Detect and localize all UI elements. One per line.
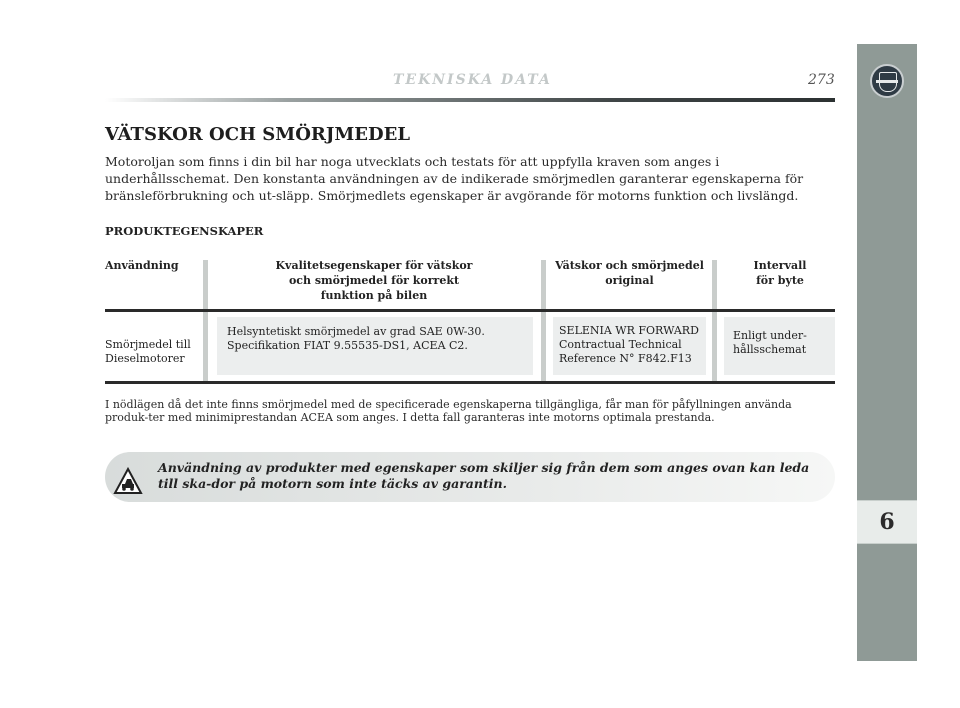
interval-text — [733, 329, 807, 357]
column-header-quality-line: funktion på bilen — [320, 289, 428, 302]
column-separator — [203, 260, 208, 383]
fluids-text — [559, 324, 699, 366]
chapter-side-strip — [857, 44, 917, 661]
logo-bar — [876, 80, 898, 83]
chapter-number: 6 — [879, 509, 895, 535]
column-header-interval — [726, 258, 834, 288]
interval-line: Enligt under- — [733, 329, 807, 342]
warning-text: Användning av produkter med egenskaper som skiljer sig från dem som anges ovan kan leda till ska-dor på motorn som inte täcks av garantin. — [158, 460, 810, 491]
quality-line: Specifikation FIAT 9.55535-DS1, ACEA C2. — [227, 339, 468, 352]
column-header-usage — [105, 258, 179, 273]
column-header-fluids — [552, 258, 707, 288]
column-header-usage-label: Användning — [105, 259, 179, 272]
column-separator — [541, 260, 546, 383]
warning-triangle-icon — [113, 467, 143, 495]
usage-line: Dieselmotorer — [105, 352, 185, 365]
lancia-logo-icon — [870, 64, 904, 98]
emergency-note: I nödlägen då det inte finns smörjmedel med de specificerade egenskaperna tillgängliga, får man för påfyllningen använda produk-ter med minimiprestandan ACEA som anges. I detta fall garanteras inte motorns optimala prestanda. — [105, 398, 792, 424]
fluids-line: Contractual Technical — [559, 338, 682, 351]
column-header-quality-line: Kvalitetsegenskaper för vätskor — [275, 259, 473, 272]
page-number: 273 — [808, 72, 835, 88]
fluids-line: Reference N° F842.F13 — [559, 352, 692, 365]
column-header-fluids-line: Vätskor och smörjmedel — [555, 259, 704, 272]
column-header-interval-line: för byte — [756, 274, 804, 287]
section-title: VÄTSKOR OCH SMÖRJMEDEL — [105, 124, 410, 145]
intro-paragraph: Motoroljan som finns i din bil har noga utvecklats och testats för att uppfylla kraven som anges i underhållsschemat. Den konstanta användningen av de indikerade smörjmedlen garanterar egenskaperna för bränsleförbrukning och ut-släpp. Smörjmedlets egenskaper är avgörande för motorns funktion och livslängd. — [105, 154, 804, 203]
interval-line: hållsschemat — [733, 343, 807, 356]
header-rule — [105, 98, 835, 102]
column-header-interval-line: Intervall — [753, 259, 807, 272]
chapter-tab[interactable] — [857, 500, 917, 544]
quality-line: Helsyntetiskt smörjmedel av grad SAE 0W-30. — [227, 325, 485, 338]
column-header-fluids-line: original — [605, 274, 654, 287]
column-separator — [712, 260, 717, 383]
running-header-title: TEKNISKA DATA — [393, 72, 552, 88]
column-header-quality — [214, 258, 534, 303]
table-cell-usage — [105, 338, 191, 366]
subheading: PRODUKTEGENSKAPER — [105, 224, 264, 238]
table-bottom-rule — [105, 381, 835, 384]
usage-line: Smörjmedel till — [105, 338, 191, 351]
fluids-line: SELENIA WR FORWARD — [559, 324, 699, 337]
table-header-rule — [105, 309, 835, 312]
column-header-quality-line: och smörjmedel för korrekt — [288, 274, 460, 287]
quality-text — [227, 325, 485, 353]
